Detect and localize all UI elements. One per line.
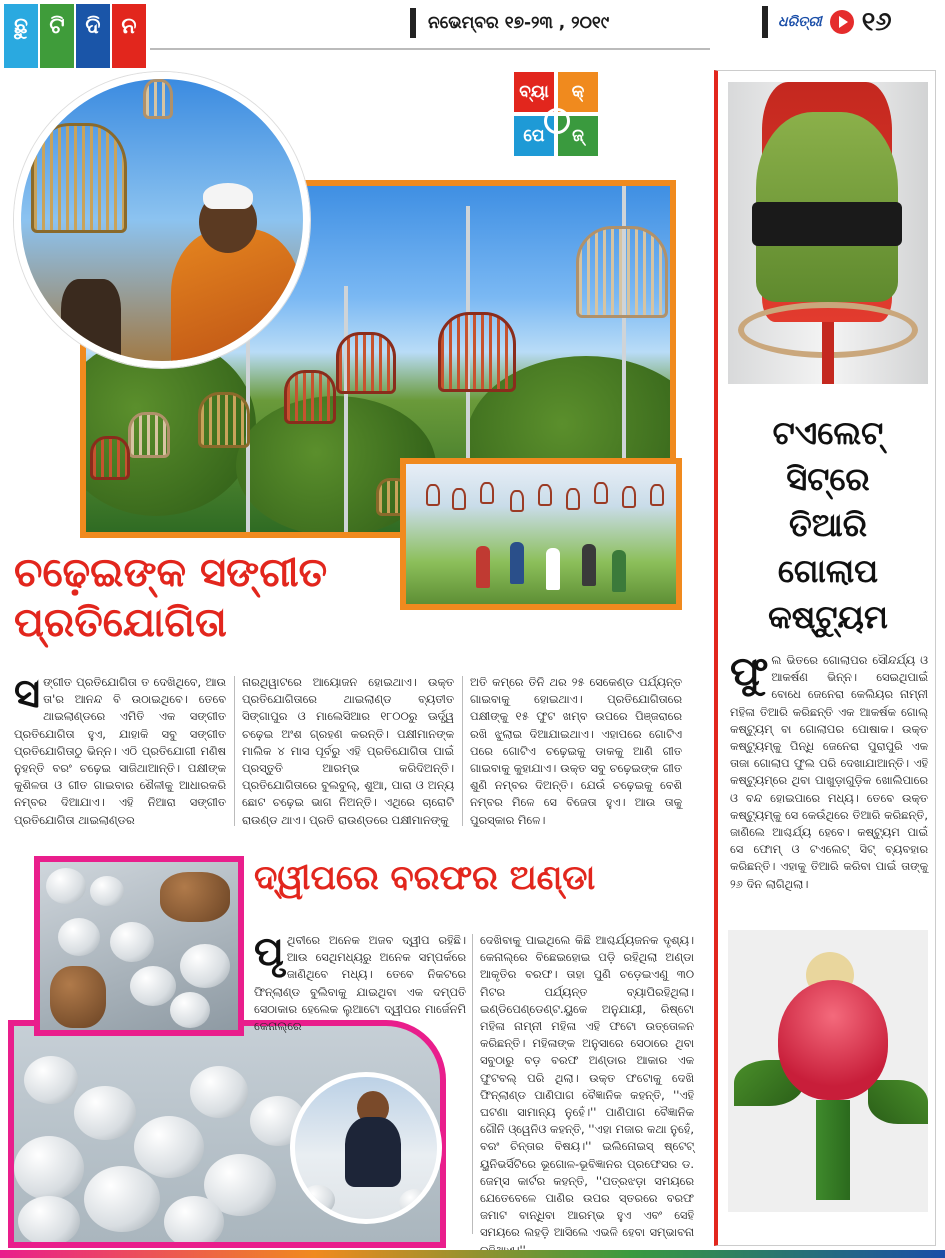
badge-letter: ବ୍ୟା: [514, 72, 554, 112]
ice-eggs-headline: ଦ୍ୱୀପରେ ବରଫର ଅଣ୍ଡା: [254, 858, 596, 898]
eggs-article-col1: [254, 929, 466, 1035]
section-title: [4, 4, 146, 68]
section-title-tile: ଛୁ: [4, 4, 38, 68]
article-text: ନାରଥିୱାଟରେ ଆୟୋଜନ ହୋଇଥାଏ। ଉକ୍ତ ପ୍ରତିଯୋଗିତାରେ ଥାଇଲାଣ୍ଡ ବ୍ୟତୀତ ସିଙ୍ଗାପୁର ଓ ମାଲେସିଆର ୧୮୦୦ରୁ ଊର୍ଦ୍ଧ୍ୱ ଚଢ଼େଇ ଅଂଶ ଗ୍ରହଣ କରନ୍ତି। ପକ୍ଷୀମାନଙ୍କ ମାଲିକ ୪ ମାସ ପୂର୍ବରୁ ଏହି ପ୍ରତିଯୋଗିତା ପାଇଁ ପ୍ରସ୍ତୁତି ଆରମ୍ଭ କରିଦିଅନ୍ତି। ପ୍ରତିଯୋଗିତାରେ ବୁଲବୁଲ୍, ଶୁଆ, ପାରା ଓ ଅନ୍ୟ ଛୋଟ ଚଢ଼େଇ ଭାଗ ନିଅନ୍ତି। ଏଥିରେ ଚାରୋଟି ରାଉଣ୍ଡ ଥାଏ। ପ୍ରତି ରାଉଣ୍ଡରେ ପକ୍ଷୀମାନଙ୍କୁ: [242, 675, 454, 827]
badge-letter: କ୍: [558, 72, 598, 112]
brand-block: [762, 6, 892, 38]
bird-contest-headline: [14, 548, 404, 648]
ice-eggs-closeup-photo: [34, 856, 244, 1036]
back-page-badge: [514, 72, 600, 172]
costume-headline: [728, 410, 928, 640]
bird-article-col3: [470, 674, 682, 829]
article-text: ଙ୍ଗୀତ ପ୍ରତିଯୋଗିତା ତ ଦେଖିଥିବେ, ଆଉ ତା'ର ଆନନ୍ଦ ବି ଉଠାଇଥିବେ। ତେବେ ଥାଇଲାଣ୍ଡରେ ଏମିତି ଏକ ସଙ୍ଗୀତ ପ୍ରତିଯୋଗିତା ହୁଏ, ଯାହାକି ସବୁ ସଙ୍ଗୀତ ପ୍ରତିଯୋଗିତାଠୁ ଭିନ୍ନ। ଏଠି ପ୍ରତିଯୋଗୀ ମଣିଷ ନୁହନ୍ତି ବରଂ ଚଢ଼େଇ ସାଜିଥାଆନ୍ତି। ପକ୍ଷୀଙ୍କ କୁଶିଳତା ଓ ଗୀତ ଗାଇବାର ଶୈଳୀକୁ ଆଧାରକରି ନମ୍ବର ଦିଆଯାଏ। ଏହି ନିଆରା ସଙ୍ଗୀତ ପ୍ରତିଯୋଗିତା ଥାଇଲାଣ୍ଡର: [14, 675, 226, 827]
woman-with-eggs-photo: [290, 1072, 442, 1224]
corset-costume-photo: [728, 82, 928, 384]
headline-line: ଟଏଲେଟ୍: [772, 414, 884, 452]
badge-ring: [544, 108, 570, 134]
footer-color-bar: [0, 1250, 945, 1258]
column-divider: [234, 676, 235, 826]
header-divider: [150, 48, 710, 50]
headline-line: ଗୋଲାପ: [777, 552, 879, 590]
brand-logo: ଧରିତ୍ରୀ: [778, 14, 822, 30]
headline-line: ଚଢ଼େଇଙ୍କ ସଙ୍ଗୀତ: [14, 550, 328, 596]
headline-line: ସିଟ୍‌ରେ: [786, 460, 870, 498]
column-divider: [472, 934, 473, 1234]
column-divider: [462, 676, 463, 826]
rose-costume-photo: [728, 930, 928, 1212]
bird-article-col2: [242, 674, 454, 829]
eggs-article-col2: [480, 932, 694, 1258]
bird-article-col1: [14, 671, 226, 829]
dropcap: ଫୁ: [730, 649, 769, 695]
article-text: ଥିବୀରେ ଅନେକ ଅଜବ ଦ୍ୱୀପ ରହିଛି। ଆଉ ସେଥିମଧ୍ୟରୁ ଅନେକ ସମ୍ପର୍କରେ ଜାଣିଥିବେ ମଧ୍ୟ। ତେବେ ନିକଟରେ ଫିନ୍‌ଲାଣ୍ଡ ବୁଲିବାକୁ ଯାଇଥିବା ଏକ ଦମ୍ପତି ସେଠାକାର ହେଲେକ ଲୁଆଟୋ ଦ୍ୱୀପର ମାର୍ଜେନମି କେନାଲ୍‌ରେ: [254, 933, 466, 1034]
costume-article-body: [730, 649, 928, 893]
headline-line: ପ୍ରତିଯୋଗିତା: [14, 600, 227, 646]
article-text: ଅତି କମ୍‌ରେ ତିନି ଥର ୨୫ ସେକେଣ୍ଡ ପର୍ଯ୍ୟନ୍ତ ଗାଇବାକୁ ହୋଇଥାଏ। ପ୍ରତିଯୋଗିତାରେ ପକ୍ଷୀଙ୍କୁ ୧୫ ଫୁଟ ଖମ୍ବ ଉପରେ ପିଞ୍ଜରାରେ ରଖି ଝୁଲାଇ ଦିଆଯାଇଥାଏ। ଏହାପରେ ଗୋଟିଏ ପରେ ଗୋଟିଏ ଚଢ଼େଇକୁ ଡାକକୁ ଆଣି ଗୀତ ଗାଇବାକୁ କୁହାଯାଏ। ଉକ୍ତ ସବୁ ଚଢ଼େଇଙ୍କ ଗୀତ ଶୁଣି ନମ୍ବର ଦିଅନ୍ତି। ଯେଉଁ ଚଢ଼େଇକୁ ବେଶି ନମ୍ବର ମିଳେ ସେ ବିଜେତା ହୁଏ। ଆଉ ତାକୁ ପୁରସ୍କାର ମିଳେ।: [470, 675, 682, 827]
badge-letter: ପେ: [514, 116, 554, 156]
bird-owner-photo: [14, 72, 310, 368]
badge-letter: ଜ୍: [558, 116, 598, 156]
section-title-tile: ଟି: [40, 4, 74, 68]
page-header: [0, 0, 945, 48]
headline-line: ତିଆରି: [788, 506, 868, 544]
issue-date: ନଭେମ୍ବର ୧୭-୨୩ , ୨୦୧୯: [410, 8, 609, 38]
bird-contest-crowd-photo: [400, 458, 682, 610]
play-icon: [830, 10, 854, 34]
article-text: ଦେଖିବାକୁ ପାଇଥିଲେ କିଛି ଆଶ୍ଚର୍ଯ୍ୟଜନକ ଦୃଶ୍ୟ। କେନାଲ୍‌ରେ ବିଛେଇହୋଇ ପଡ଼ି ରହିଥିଲା ଅଣ୍ଡା ଆକୃତିର ବରଫ। ତାହା ପୁଣି ଚଡ଼େଇଏଣୁ ୩୦ ମିଟର ପର୍ଯ୍ୟନ୍ତ ବ୍ୟାପିରହିଥିଲା। ଇଣ୍ଡିପେଣ୍ଡେଣ୍ଟ.ୟୁକେ ଅନୁଯାୟୀ, ରିଷ୍ଟୋ ମହିଳା ନାମ୍ନୀ ମହିଳା ଏହି ଫଟୋ ଉତ୍ତୋଳନ କରିଛନ୍ତି। ମହିଳାଙ୍କ ଅନୁସାରେ ସେଠାରେ ଥିବା ସବୁଠାରୁ ବଡ଼ ବରଫ ଅଣ୍ଡାର ଆକାର ଏକ ଫୁଟବଲ୍ ପରି ଥିଲା। ଉକ୍ତ ଫଟୋକୁ ଦେଖି ଫିନ୍‌ଲାଣ୍ଡ ପାଣିପାଗ ବୈଜ୍ଞାନିକ କହନ୍ତି, ''ଏହି ଘଟଣା ସାମାନ୍ୟ ନୁହେଁ।'' ପାଣିପାଗ ବୈଜ୍ଞାନିକ ଗୌନି ଓ୍ୱେନିଓ କହନ୍ତି, ''ଏହା ମଜାର କଥା ନୁହେଁ, ବରଂ ଚିନ୍ତାର ବିଷୟ।'' ଇଲିନୋଇସ୍ ଷ୍ଟେଟ୍ ୟୁନିଭର୍ସିଟିରେ ଭୂଗୋଳ-ଭୂବିଜ୍ଞାନର ପ୍ରଫେସର ଡ. ଜେମ୍ସ କାର୍ଟର କହନ୍ତି, ''ପତ୍ରଝଡ଼ା ସମୟରେ ଯେତେବେଳେ ପାଣିର ଉପର ସ୍ତରରେ ବରଫ ଜମାଟ ବାନ୍ଧିବା ଆରମ୍ଭ ହୁଏ ଏବଂ ସେହି ସମୟରେ ଲହଡ଼ି ଆସିଲେ ଏଭଳି ହେବା ସମ୍ଭାବନା: [480, 933, 694, 1240]
section-title-tile: ନ: [112, 4, 146, 68]
dropcap: ପୃ: [254, 929, 284, 975]
section-title-tile: ଦି: [76, 4, 110, 68]
headline-line: କଷ୍ଟ୍ୟୁମ: [768, 598, 888, 636]
article-text: ଲ ଭିତରେ ଗୋଲାପର ସୌନ୍ଦର୍ଯ୍ୟ ଓ ଆକର୍ଷଣ ଭିନ୍ନ। ସେଇଥିପାଇଁ ବୋଧେ ଜେନେରା କେଲିୟର ନାମ୍ନୀ ମହିଳା ତିଆରି କରିଛନ୍ତି ଏକ ଆକର୍ଷକ ଗୋଲ୍ କଷ୍ଟ୍ୟୁମ୍ ବା ଗୋଲାପର ପୋଷାକ। ଉକ୍ତ କଷ୍ଟ୍ୟୁମ୍‌କୁ ପିନ୍ଧି ଜେନେରା ପୁରାପୁରି ଏକ ତାଜା ଗୋଲାପ ଫୁଲ ପରି ଦେଖାଯାଆନ୍ତି। ଏହି କଷ୍ଟ୍ୟୁମ୍‌ରେ ଥିବା ପାଖୁଡ଼ାଗୁଡ଼ିକ ଖୋଲିପାରେ ଓ ବନ୍ଦ ହୋଇପାରେ ମଧ୍ୟ। ତେବେ ଉକ୍ତ କଷ୍ଟ୍ୟୁମ୍‌କୁ ସେ କେଉଁଥିରେ ତିଆରି କରିଛନ୍ତି, ଜାଣିଲେ ଆଶ୍ଚର୍ଯ୍ୟ ହେବେ। କଷ୍ଟ୍ୟୁମ ପାଇଁ ସେ ଫୋମ୍ ଓ ଟଏଲେଟ୍ ସିଟ୍ ବ୍ୟବହାର କରିଛନ୍ତି। ଏହାକୁ ତିଆରି କରିବା ପାଇଁ ତାଙ୍କୁ ୨୬ ଦିନ ଲାଗିଥିଲା।: [730, 653, 928, 891]
dropcap: ସ: [14, 671, 41, 717]
page-number: ୧୬: [861, 6, 892, 37]
